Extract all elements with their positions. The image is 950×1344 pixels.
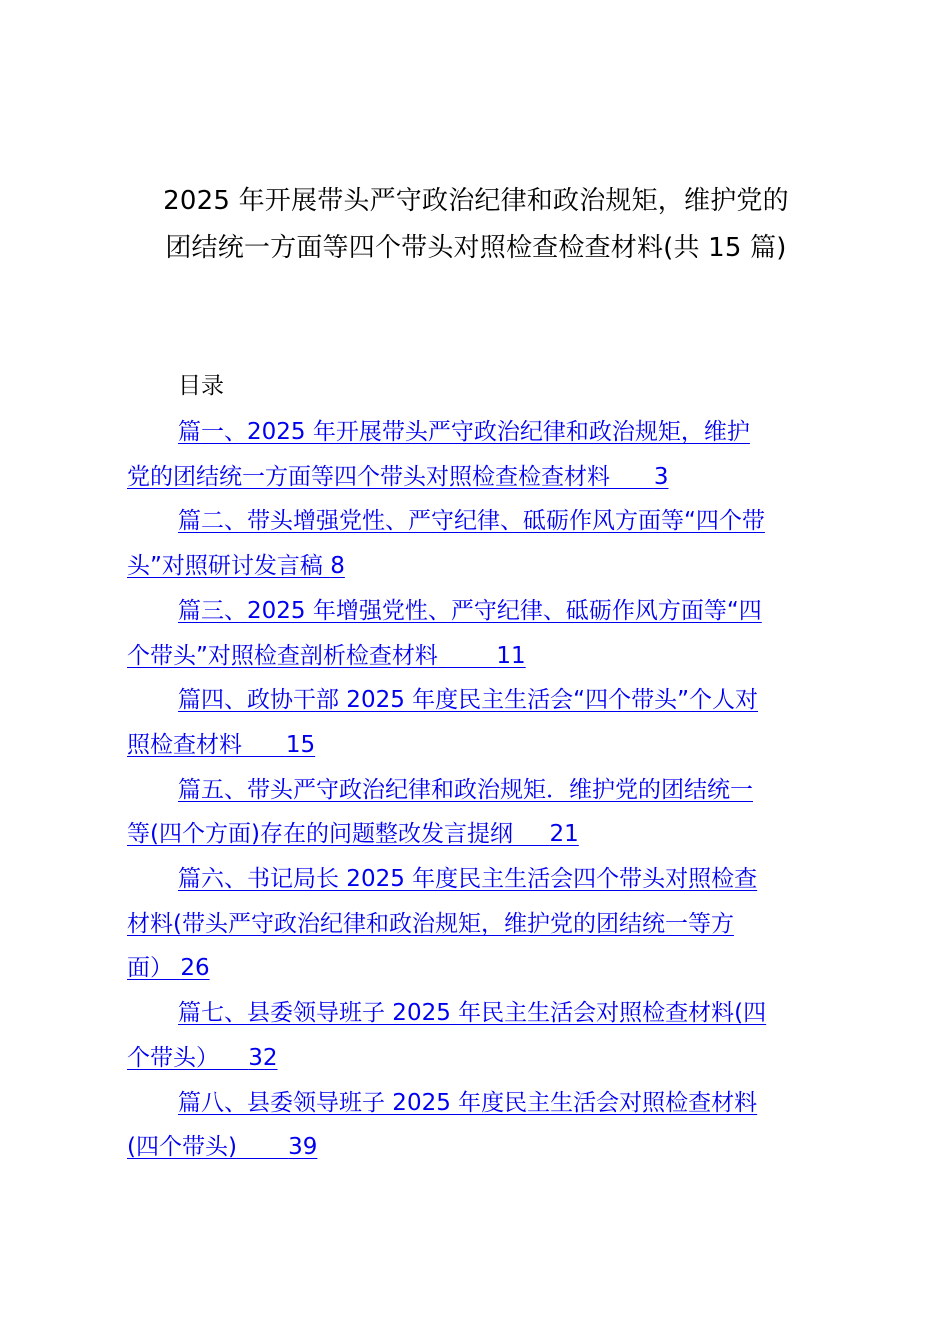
document-title — [120, 178, 832, 272]
toc-entry-text: 篇八、县委领导班子 2025 年度民主生活会对照检查材料 — [178, 1089, 758, 1116]
toc-entry — [127, 768, 837, 857]
toc-entry — [127, 678, 837, 767]
toc-leader — [438, 643, 497, 669]
toc-entry-line — [127, 902, 837, 947]
table-of-contents — [127, 410, 837, 1170]
toc-entry-text: 头”对照研讨发言稿 — [127, 553, 323, 580]
toc-entry-line — [127, 991, 837, 1036]
toc-entry-line — [127, 946, 837, 991]
title-line-2: 团结统一方面等四个带头对照检查检查材料(共 15 篇) — [165, 233, 787, 263]
toc-entry-line — [127, 678, 837, 723]
toc-entry-text: 篇七、县委领导班子 2025 年民主生活会对照检查材料(四 — [178, 1000, 767, 1027]
toc-entry-text: 面） — [127, 955, 173, 982]
toc-entry-line — [127, 544, 837, 589]
toc-page-number: 21 — [549, 821, 579, 848]
toc-entry — [127, 499, 837, 588]
toc-entry-text: (四个带头) — [127, 1134, 237, 1161]
toc-page-number: 3 — [653, 463, 669, 490]
toc-page-number: 11 — [496, 642, 526, 669]
toc-entry-line — [127, 857, 837, 902]
toc-entry-text: 篇三、2025 年增强党性、严守纪律、砥砺作风方面等“四 — [178, 597, 762, 624]
toc-page-number: 32 — [248, 1044, 278, 1071]
toc-leader — [242, 732, 286, 758]
toc-entry — [127, 410, 837, 499]
toc-entry-text: 等(四个方面)存在的问题整改发言提纲 — [127, 821, 513, 848]
toc-entry-text: 篇五、带头严守政治纪律和政治规矩．维护党的团结统一 — [178, 776, 753, 803]
toc-entry-text: 篇一、2025 年开展带头严守政治纪律和政治规矩，维护 — [178, 419, 750, 445]
toc-link[interactable] — [127, 991, 837, 1080]
toc-link[interactable] — [127, 589, 837, 678]
toc-entry-line — [127, 455, 837, 500]
toc-entry — [127, 1081, 837, 1170]
toc-entry-text: 篇二、带头增强党性、严守纪律、砥砺作风方面等“四个带 — [178, 508, 765, 535]
toc-entry-text: 材料(带头严守政治纪律和政治规矩，维护党的团结统一等方 — [127, 910, 734, 937]
toc-link[interactable] — [127, 410, 837, 499]
toc-entry-line — [127, 1125, 837, 1170]
toc-entry — [127, 991, 837, 1080]
toc-entry-line — [127, 634, 837, 679]
toc-link[interactable] — [127, 768, 837, 857]
toc-page-number: 26 — [180, 955, 210, 982]
toc-link[interactable] — [127, 857, 837, 991]
toc-entry-text: 党的团结统一方面等四个带头对照检查检查材料 — [127, 463, 610, 490]
toc-entry-line — [127, 1081, 837, 1126]
toc-heading: 目录 — [178, 373, 224, 399]
toc-entry-text: 篇四、政协干部 2025 年度民主生活会“四个带头”个人对 — [178, 687, 758, 714]
toc-entry-line — [127, 410, 837, 455]
toc-entry-line — [127, 812, 837, 857]
toc-entry-line — [127, 589, 837, 634]
toc-entry-text: 照检查材料 — [127, 731, 242, 758]
toc-page-number: 8 — [330, 553, 345, 580]
toc-entry-text: 篇六、书记局长 2025 年度民主生活会四个带头对照检查 — [178, 866, 758, 893]
toc-entry-line — [127, 768, 837, 813]
toc-page-number: 39 — [288, 1134, 318, 1161]
toc-entry-line — [127, 499, 837, 544]
toc-link[interactable] — [127, 678, 837, 767]
toc-page-number: 15 — [285, 731, 316, 758]
toc-entry-line — [127, 1036, 837, 1081]
toc-leader — [237, 1134, 288, 1160]
toc-leader — [610, 464, 654, 490]
toc-leader — [219, 1045, 248, 1071]
toc-entry-text: 个带头”对照检查剖析检查材料 — [127, 642, 438, 669]
toc-link[interactable] — [127, 499, 837, 588]
toc-entry-line — [127, 723, 837, 768]
toc-link[interactable] — [127, 1081, 837, 1170]
toc-leader — [513, 821, 550, 847]
title-line-1: 2025 年开展带头严守政治纪律和政治规矩，维护党的 — [163, 186, 789, 216]
toc-entry — [127, 857, 837, 991]
toc-entry-text: 个带头） — [127, 1044, 219, 1071]
toc-entry — [127, 589, 837, 678]
